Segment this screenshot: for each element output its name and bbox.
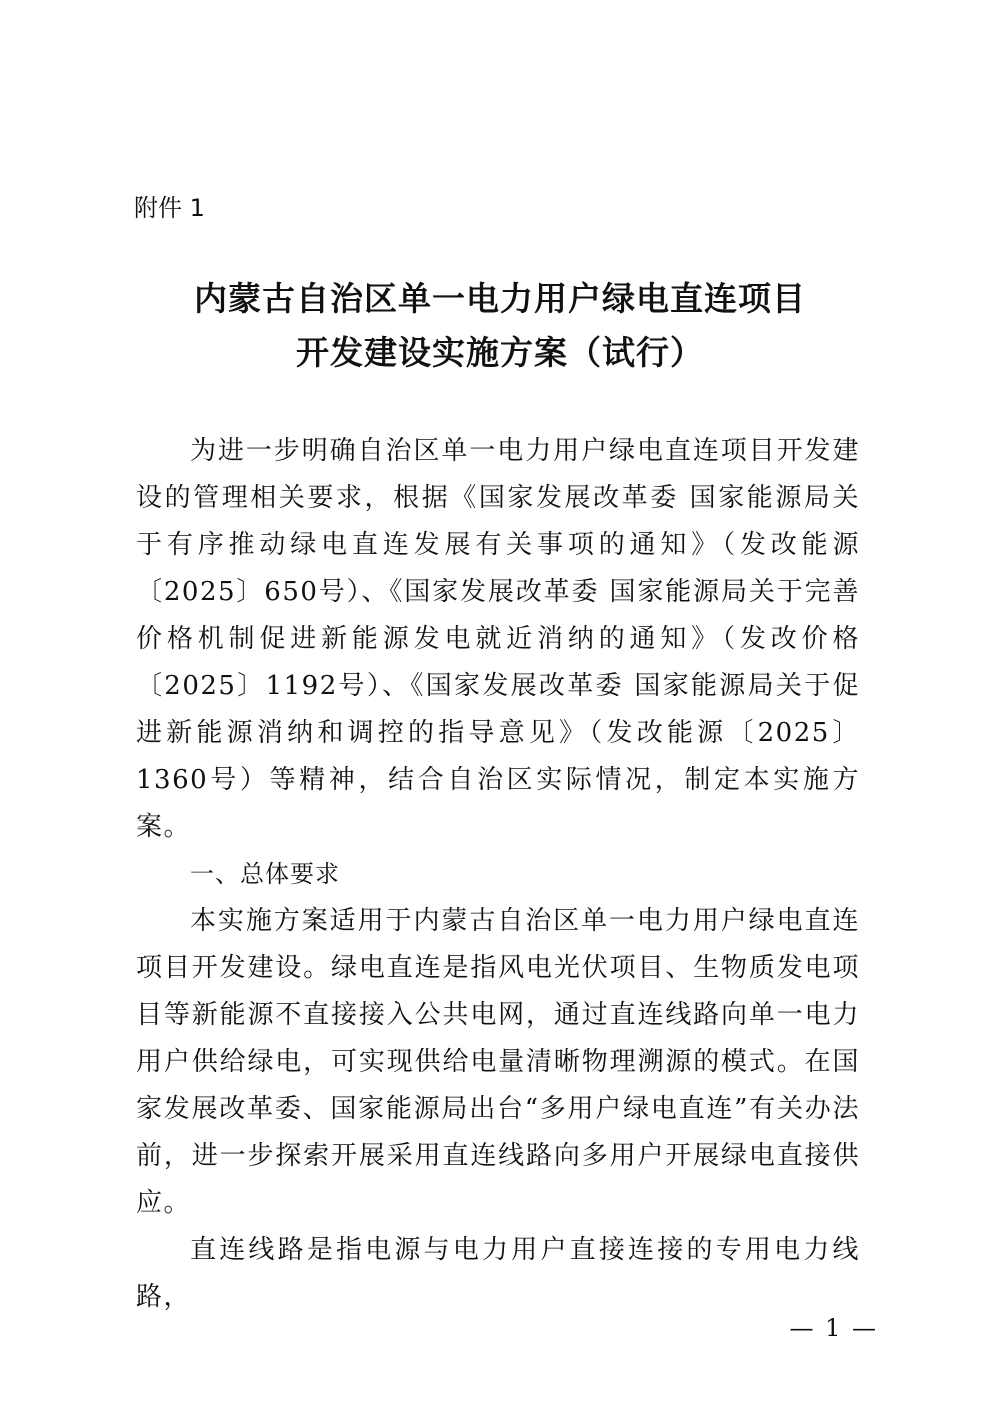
section-paragraph: 本实施方案适用于内蒙古自治区单一电力用户绿电直连项目开发建设。绿电直连是指风电光伏项目、生物质发电项目等新能源不直接接入公共电网，通过直连线路向单一电力用户供给绿电，可实现供给电量清晰物理溯源的模式。在国家发展改革委、国家能源局出台“多用户绿电直连”有关办法前，进一步探索开展采用直连线路向多用户开展绿电直接供应。	[136, 906, 860, 1218]
intro-paragraph: 为进一步明确自治区单一电力用户绿电直连项目开发建设的管理相关要求，根据《国家发展改革委 国家能源局关于有序推动绿电直连发展有关事项的通知》（发改能源〔2025〕650号）、《国家发展改革委 国家能源局关于完善价格机制促进新能源发电就近消纳的通知》（发改价格〔2025〕1192号）、《国家发展改革委 国家能源局关于促进新能源消纳和调控的指导意见》（发改能源〔2025〕1360号）等精神，结合自治区实际情况，制定本实施方案。	[136, 436, 860, 842]
section-paragraph: 直连线路是指电源与电力用户直接连接的专用电力线路，	[136, 1235, 860, 1312]
document-title-line-2: 开发建设实施方案（试行）	[296, 333, 704, 372]
section-heading: 一、总体要求	[190, 860, 340, 888]
document-title-line-1: 内蒙古自治区单一电力用户绿电直连项目	[194, 279, 806, 318]
page-number: — 1 —	[789, 1314, 878, 1342]
attachment-label: 附件 1	[134, 194, 205, 222]
document-body	[136, 428, 860, 1321]
